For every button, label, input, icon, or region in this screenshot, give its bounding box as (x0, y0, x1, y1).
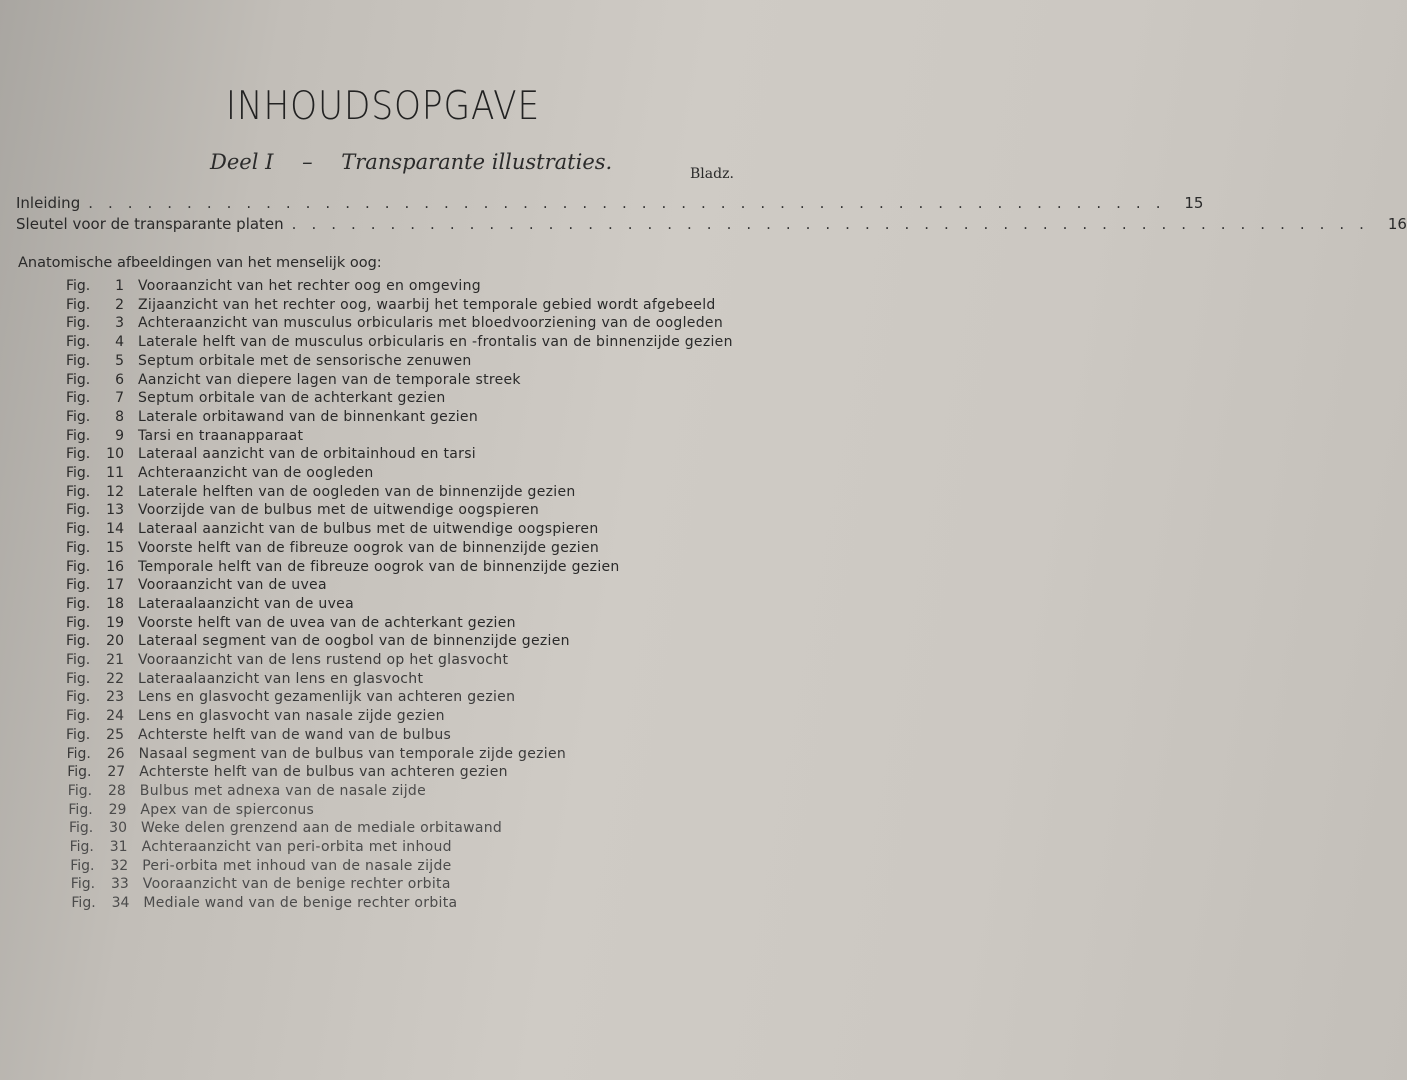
figure-number: 11 (106, 465, 124, 481)
figure-number: 1 (115, 278, 124, 294)
figure-number: 33 (110, 876, 129, 893)
figure-entry (66, 652, 508, 671)
figure-entry (66, 633, 570, 652)
figure-entry (66, 297, 716, 316)
figure-entry (66, 521, 599, 540)
figure-number: 21 (106, 652, 124, 668)
figure-number: 22 (106, 670, 124, 687)
figure-caption: Lens en glasvocht gezamenlijk van achteren gezien (138, 689, 516, 706)
figure-caption: Achteraanzicht van de oogleden (138, 465, 374, 481)
figure-caption: Voorste helft van de uvea van de achterkant gezien (138, 614, 516, 631)
figure-number: 24 (106, 708, 124, 725)
figure-entry (66, 502, 539, 521)
toc-entry-label: Sleutel voor de transparante platen (16, 215, 284, 233)
figure-caption: Peri-orbita met inhoud van de nasale zijde (142, 857, 452, 874)
figure-caption: Lateraal aanzicht van de bulbus met de uitwendige oogspieren (138, 521, 599, 538)
figure-number: 3 (115, 315, 124, 332)
figure-prefix: Fig. (70, 876, 96, 893)
leader-dots: ....................................................... (88, 194, 1176, 212)
figure-number: 28 (107, 782, 126, 799)
part-number: Deel I (210, 150, 274, 174)
figure-number: 20 (106, 633, 124, 650)
figure-entry (67, 764, 508, 783)
figure-caption: Vooraanzicht van de lens rustend op het glasvocht (138, 652, 509, 668)
figure-prefix: Fig. (66, 278, 91, 294)
figure-number: 26 (106, 745, 125, 762)
figure-caption: Achterste helft van de bulbus van achteren gezien (139, 764, 508, 781)
toc-entry (16, 215, 1407, 233)
figure-caption: Laterale helft van de musculus orbicularis en -frontalis van de binnenzijde gezien (138, 334, 733, 351)
figure-prefix: Fig. (66, 558, 91, 575)
figure-caption: Zijaanzicht van het rechter oog, waarbij het temporale gebied wordt afgebeeld (138, 296, 716, 313)
figure-entry (66, 484, 576, 503)
figure-entry (66, 540, 599, 559)
figure-caption: Apex van de spierconus (140, 801, 315, 818)
figure-entry (66, 708, 445, 727)
figure-number: 16 (106, 558, 124, 575)
figure-entry (66, 278, 481, 297)
toc-entry-page: 15 (1184, 194, 1204, 212)
figure-entry (66, 727, 451, 746)
figure-number: 5 (115, 352, 124, 369)
figure-caption: Voorzijde van de bulbus met de uitwendige oogspieren (138, 502, 540, 519)
figure-prefix: Fig. (66, 427, 91, 444)
figure-caption: Bulbus met adnexa van de nasale zijde (139, 782, 427, 799)
figure-number: 29 (108, 801, 127, 818)
figure-caption: Laterale orbitawand van de binnenkant gezien (138, 408, 478, 425)
figure-prefix: Fig. (71, 895, 96, 912)
figure-caption: Achteraanzicht van musculus orbicularis met bloedvoorziening van de oogleden (138, 315, 723, 332)
figure-prefix: Fig. (66, 502, 91, 519)
figure-prefix: Fig. (66, 296, 91, 313)
figure-number: 15 (106, 539, 124, 556)
figure-number: 25 (106, 726, 124, 743)
figure-number: 10 (106, 446, 124, 463)
figure-entry (66, 334, 733, 353)
figure-prefix: Fig. (66, 334, 91, 351)
figure-prefix: Fig. (66, 465, 91, 481)
figure-number: 9 (115, 427, 124, 444)
figure-number: 17 (106, 577, 124, 594)
figure-entry (66, 615, 516, 634)
figure-entry (67, 746, 566, 765)
figure-entry (70, 858, 451, 877)
figure-caption: Vooraanzicht van de uvea (138, 577, 327, 594)
figure-entry (66, 465, 374, 484)
figure-caption: Vooraanzicht van het rechter oog en omgeving (138, 278, 481, 294)
figure-entry (66, 596, 354, 615)
figure-prefix: Fig. (66, 539, 91, 556)
figure-entry (66, 353, 472, 372)
figure-prefix: Fig. (66, 371, 91, 388)
figure-caption: Septum orbitale van de achterkant gezien (138, 390, 446, 407)
figure-prefix: Fig. (66, 708, 91, 725)
figure-number: 19 (106, 614, 124, 631)
figure-prefix: Fig. (66, 408, 91, 425)
figure-prefix: Fig. (70, 857, 95, 874)
figure-number: 6 (115, 371, 124, 388)
figure-number: 18 (106, 595, 124, 612)
figure-prefix: Fig. (66, 577, 91, 594)
figure-caption: Lateraalaanzicht van lens en glasvocht (138, 670, 424, 687)
figure-prefix: Fig. (66, 633, 91, 650)
figure-entry (66, 689, 515, 708)
figure-caption: Mediale wand van de benige rechter orbita (143, 895, 458, 912)
figure-prefix: Fig. (68, 801, 93, 818)
figure-entry (66, 577, 327, 596)
figure-prefix: Fig. (66, 483, 91, 500)
figure-caption: Temporale helft van de fibreuze oogrok van de binnenzijde gezien (138, 558, 620, 575)
part-name: Transparante illustraties. (341, 150, 613, 174)
figure-prefix: Fig. (66, 689, 91, 706)
toc-entry (16, 194, 1204, 212)
figure-entry (66, 559, 620, 578)
figure-prefix: Fig. (66, 315, 91, 332)
figure-entry (66, 390, 446, 409)
figure-entry (69, 820, 502, 839)
figure-prefix: Fig. (67, 782, 93, 799)
figure-caption: Laterale helften van de oogleden van de binnenzijde gezien (138, 483, 576, 500)
figure-number: 23 (106, 689, 124, 706)
figure-entry (66, 428, 303, 447)
section-heading: Anatomische afbeeldingen van het menselijk oog: (18, 255, 382, 271)
figure-caption: Septum orbitale met de sensorische zenuwen (138, 352, 472, 369)
figure-prefix: Fig. (66, 614, 91, 631)
figure-prefix: Fig. (66, 390, 91, 407)
figure-entry (68, 783, 426, 802)
figure-number: 4 (115, 334, 124, 351)
part-dash: – (302, 150, 313, 174)
figure-number: 8 (115, 408, 124, 425)
figure-entry (66, 409, 478, 428)
figure-prefix: Fig. (66, 521, 91, 538)
figure-number: 14 (106, 521, 124, 538)
figure-caption: Tarsi en traanapparaat (138, 427, 304, 444)
figure-number: 7 (115, 390, 124, 407)
page-title: INHOUDSOPGAVE (225, 84, 541, 129)
page-column-header: Bladz. (690, 166, 734, 182)
figure-caption: Vooraanzicht van de benige rechter orbita (142, 876, 451, 893)
figure-entry (66, 372, 521, 391)
figure-prefix: Fig. (69, 820, 94, 837)
figure-entry (66, 446, 476, 465)
figure-caption: Nasaal segment van de bulbus van temporale zijde gezien (138, 745, 567, 762)
figure-number: 27 (107, 764, 126, 781)
figure-number: 2 (115, 296, 124, 313)
figure-caption: Lateraal aanzicht van de orbitainhoud en tarsi (138, 446, 476, 463)
figure-entry (71, 876, 451, 895)
figure-entry (70, 839, 452, 858)
figure-prefix: Fig. (66, 652, 91, 668)
figure-prefix: Fig. (66, 670, 91, 687)
figure-caption: Lens en glasvocht van nasale zijde gezien (138, 708, 445, 725)
figure-caption: Weke delen grenzend aan de mediale orbitawand (141, 820, 503, 837)
part-heading (210, 150, 634, 174)
figure-caption: Lateraal segment van de oogbol van de binnenzijde gezien (138, 633, 570, 650)
figure-prefix: Fig. (66, 745, 91, 762)
figure-caption: Lateraalaanzicht van de uvea (138, 595, 354, 612)
leader-dots: ....................................................... (291, 215, 1379, 233)
toc-entry-label: Inleiding (16, 194, 81, 212)
figure-prefix: Fig. (66, 726, 91, 743)
figure-entry (68, 802, 314, 821)
figure-prefix: Fig. (67, 764, 92, 781)
figure-prefix: Fig. (66, 352, 91, 369)
figure-caption: Aanzicht van diepere lagen van de temporale streek (138, 371, 521, 388)
figure-prefix: Fig. (66, 446, 91, 463)
figure-caption: Achteraanzicht van peri-orbita met inhoud (141, 839, 452, 855)
figure-prefix: Fig. (69, 839, 94, 855)
toc-entry-page: 16 (1387, 215, 1407, 233)
figure-caption: Voorste helft van de fibreuze oogrok van de binnenzijde gezien (138, 539, 600, 556)
figure-number: 13 (106, 502, 124, 519)
figure-number: 12 (106, 483, 124, 500)
figure-entry (66, 315, 723, 334)
figure-entry (71, 895, 457, 914)
figure-caption: Achterste helft van de wand van de bulbus (138, 726, 452, 743)
figure-number: 31 (109, 839, 128, 855)
figure-number: 30 (109, 820, 127, 837)
figure-entry (66, 671, 423, 690)
figure-number: 32 (110, 857, 129, 874)
figure-number: 34 (111, 895, 130, 912)
figure-prefix: Fig. (66, 595, 91, 612)
